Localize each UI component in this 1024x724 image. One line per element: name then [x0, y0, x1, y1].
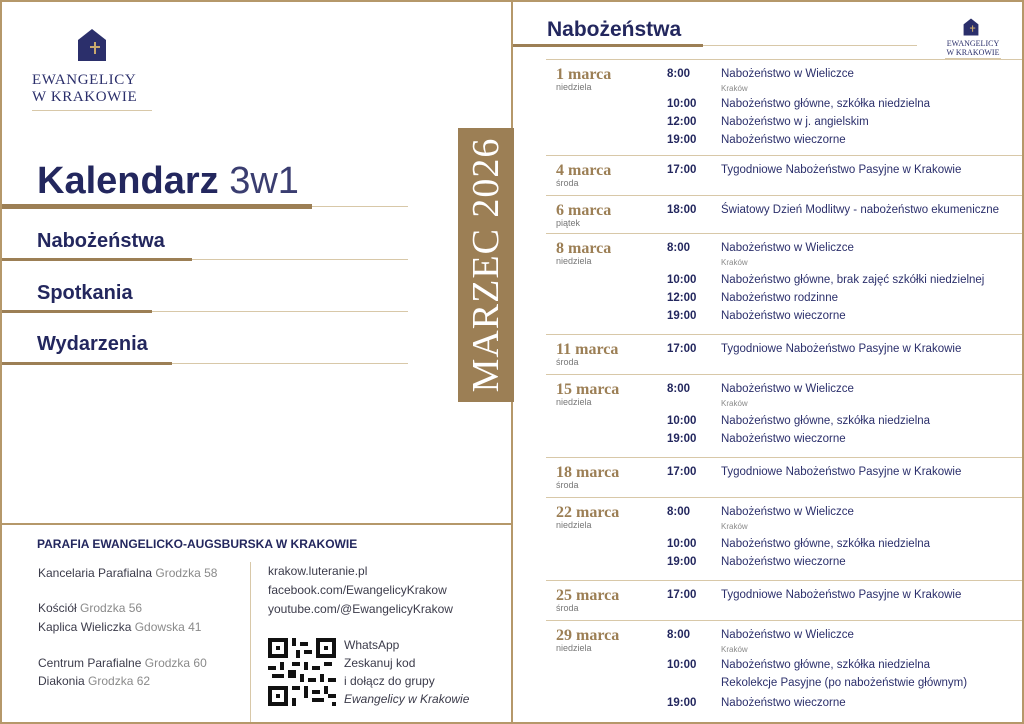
address-church: Kościół Grodzka 56 [38, 601, 143, 615]
parish-divider [2, 523, 513, 525]
mini-brand-logo: EWANGELICY W KRAKOWIE [946, 39, 1000, 57]
day-date: 11 marca [556, 341, 619, 358]
church-house-icon [963, 18, 979, 36]
event-description: Nabożeństwo wieczorne [721, 134, 846, 146]
event-description: Nabożeństwo rodzinne [721, 292, 838, 304]
day-weekday: środa [556, 178, 579, 188]
church-house-icon [77, 28, 107, 62]
website-link[interactable]: krakow.luteranie.pl [268, 564, 368, 578]
day-weekday: piątek [556, 218, 581, 228]
category-underline [2, 362, 172, 365]
event-time: 8:00 [667, 68, 691, 80]
schedule-day [546, 59, 1022, 155]
schedule-day [546, 155, 1022, 195]
whatsapp-qr-code[interactable] [268, 638, 336, 706]
address-diakonia: Diakonia Grodzka 62 [38, 674, 151, 688]
title-underline-thin [312, 206, 408, 207]
category-services: Nabożeństwa [37, 230, 165, 252]
event-time: 10:00 [667, 274, 697, 286]
contact-divider [250, 562, 251, 722]
day-date: 18 marca [556, 464, 620, 481]
address-chapel: Kaplica Wieliczka Gdowska 41 [38, 620, 202, 634]
day-weekday: niedziela [556, 643, 592, 653]
event-time: 8:00 [667, 242, 691, 254]
category-underline-thin [192, 259, 408, 260]
day-date: 15 marca [556, 381, 620, 398]
event-time: 8:00 [667, 629, 691, 641]
day-date: 22 marca [556, 504, 620, 521]
event-time: 17:00 [667, 589, 697, 601]
event-description: Tygodniowe Nabożeństwo Pasyjne w Krakowie [721, 589, 962, 601]
event-location: Kraków [721, 645, 748, 654]
category-meetings: Spotkania [37, 282, 133, 304]
facebook-link[interactable]: facebook.com/EwangelicyKrakow [268, 583, 447, 597]
day-date: 25 marca [556, 587, 620, 604]
day-weekday: niedziela [556, 397, 592, 407]
brand-logo-text [32, 72, 154, 106]
event-time: 19:00 [667, 433, 697, 445]
title-underline [2, 204, 312, 209]
event-description: Nabożeństwo w Wieliczce [721, 68, 854, 80]
page-title [37, 160, 299, 203]
event-description-extra: Rekolekcje Pasyjne (po nabożeństwie głównym) [721, 677, 968, 689]
cover-panel [2, 2, 513, 722]
schedule-day [546, 580, 1022, 620]
event-time: 10:00 [667, 659, 697, 671]
month-label: MARZEC 2026 [465, 137, 507, 393]
event-time: 19:00 [667, 556, 697, 568]
event-description: Tygodniowe Nabożeństwo Pasyjne w Krakowie [721, 343, 962, 355]
event-description: Nabożeństwo wieczorne [721, 310, 846, 322]
day-weekday: środa [556, 480, 579, 490]
event-description: Tygodniowe Nabożeństwo Pasyjne w Krakowie [721, 164, 962, 176]
day-weekday: niedziela [556, 520, 592, 530]
schedule-day [546, 497, 1022, 580]
event-description: Nabożeństwo w Wieliczce [721, 629, 854, 641]
day-date: 29 marca [556, 627, 620, 644]
whatsapp-group-name: Ewangelicy w Krakowie [344, 692, 470, 706]
event-time: 19:00 [667, 310, 697, 322]
event-description: Nabożeństwo wieczorne [721, 556, 846, 568]
day-date: 1 marca [556, 66, 612, 83]
whatsapp-scan: Zeskanuj kod [344, 656, 416, 670]
brand-line-1: EWANGELICY [32, 72, 137, 88]
event-time: 10:00 [667, 415, 697, 427]
day-weekday: niedziela [556, 256, 592, 266]
day-date: 4 marca [556, 162, 612, 179]
parish-name: PARAFIA EWANGELICKO-AUGSBURSKA W KRAKOWIE [37, 537, 358, 551]
whatsapp-label: WhatsApp [344, 638, 400, 652]
event-time: 17:00 [667, 343, 697, 355]
category-underline-thin [152, 311, 408, 312]
day-weekday: środa [556, 603, 579, 613]
event-time: 8:00 [667, 383, 691, 395]
event-location: Kraków [721, 84, 748, 93]
category-underline-thin [172, 363, 408, 364]
event-description: Nabożeństwo główne, szkółka niedzielna [721, 538, 931, 550]
event-description: Tygodniowe Nabożeństwo Pasyjne w Krakowie [721, 466, 962, 478]
event-location: Kraków [721, 522, 748, 531]
schedule-day [546, 374, 1022, 457]
event-time: 19:00 [667, 697, 697, 709]
schedule-day [546, 620, 1022, 722]
address-office: Kancelaria Parafialna Grodzka 58 [38, 566, 218, 580]
day-weekday: niedziela [556, 82, 592, 92]
schedule-day [546, 457, 1022, 497]
event-description: Nabożeństwo w Wieliczce [721, 383, 854, 395]
event-description: Nabożeństwo główne, szkółka niedzielna [721, 98, 931, 110]
schedule-day [546, 334, 1022, 374]
title-bold: Kalendarz [37, 160, 219, 202]
event-time: 17:00 [667, 466, 697, 478]
category-underline [2, 310, 152, 313]
schedule-title-underline [513, 44, 703, 47]
event-description: Nabożeństwo w Wieliczce [721, 506, 854, 518]
event-description: Nabożeństwo główne, szkółka niedzielna [721, 415, 931, 427]
schedule-title: Nabożeństwa [547, 18, 682, 41]
event-description: Nabożeństwo główne, szkółka niedzielna [721, 659, 931, 671]
event-description: Nabożeństwo w Wieliczce [721, 242, 854, 254]
event-time: 12:00 [667, 292, 697, 304]
schedule-title-underline-thin [703, 45, 917, 46]
event-description: Światowy Dzień Modlitwy - nabożeństwo ekumeniczne [721, 204, 1000, 216]
day-date: 8 marca [556, 240, 612, 257]
schedule-day [546, 195, 1022, 233]
event-time: 10:00 [667, 98, 697, 110]
event-time: 17:00 [667, 164, 697, 176]
schedule-day [546, 233, 1022, 334]
day-weekday: środa [556, 357, 579, 367]
event-description: Nabożeństwo główne, brak zajęć szkółki niedzielnej [721, 274, 985, 286]
title-light: 3w1 [229, 160, 299, 202]
event-description: Nabożeństwo w j. angielskim [721, 116, 869, 128]
event-time: 10:00 [667, 538, 697, 550]
event-location: Kraków [721, 399, 748, 408]
event-time: 19:00 [667, 134, 697, 146]
address-center: Centrum Parafialne Grodzka 60 [38, 656, 207, 670]
event-description: Nabożeństwo wieczorne [721, 697, 846, 709]
event-time: 18:00 [667, 204, 697, 216]
event-time: 12:00 [667, 116, 697, 128]
schedule-panel [513, 2, 1022, 722]
event-description: Nabożeństwo wieczorne [721, 433, 846, 445]
event-location: Kraków [721, 258, 748, 267]
brand-line-2: W KRAKOWIE [32, 89, 138, 105]
youtube-link[interactable]: youtube.com/@EwangelicyKrakow [268, 602, 453, 616]
event-time: 8:00 [667, 506, 691, 518]
day-date: 6 marca [556, 202, 612, 219]
whatsapp-join: i dołącz do grupy [344, 674, 435, 688]
logo-divider [32, 110, 152, 111]
category-underline [2, 258, 192, 261]
category-events: Wydarzenia [37, 333, 148, 355]
